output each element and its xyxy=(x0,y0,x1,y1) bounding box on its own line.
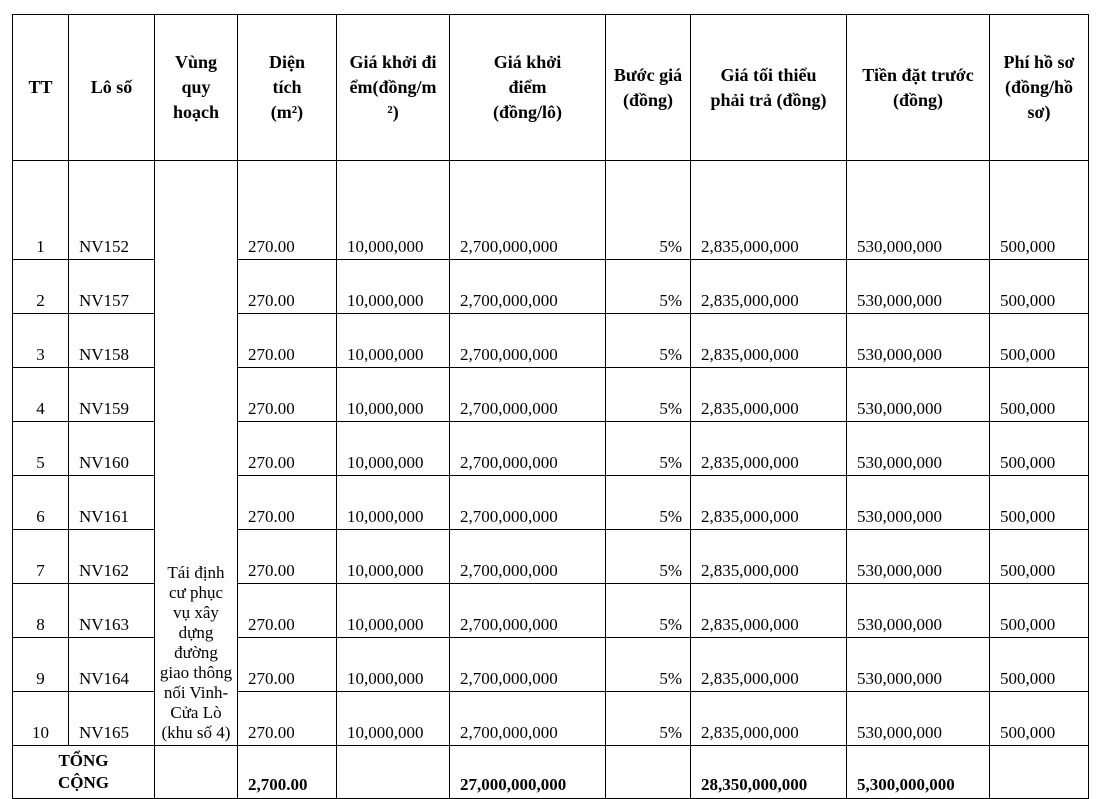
cell-phi-ho-so: 500,000 xyxy=(990,368,1089,422)
cell-lo-so: NV152 xyxy=(69,161,155,260)
cell-tt: 1 xyxy=(13,161,69,260)
cell-lo-so: NV163 xyxy=(69,584,155,638)
cell-tien-dat-truoc: 530,000,000 xyxy=(847,638,990,692)
cell-gia-lo: 2,700,000,000 xyxy=(450,638,606,692)
cell-dien-tich: 270.00 xyxy=(238,314,337,368)
cell-gia-toi-thieu: 2,835,000,000 xyxy=(691,314,847,368)
cell-tt: 3 xyxy=(13,314,69,368)
total-dien-tich: 2,700.00 xyxy=(238,746,337,799)
cell-gia-m2: 10,000,000 xyxy=(337,638,450,692)
total-gia-toi-thieu: 28,350,000,000 xyxy=(691,746,847,799)
header-tt: TT xyxy=(13,15,69,161)
header-gia-khoi-diem-lo: Giá khởi điểm (đồng/lô) xyxy=(450,15,606,161)
cell-tt: 10 xyxy=(13,692,69,746)
cell-gia-lo: 2,700,000,000 xyxy=(450,161,606,260)
cell-lo-so: NV160 xyxy=(69,422,155,476)
cell-gia-lo: 2,700,000,000 xyxy=(450,260,606,314)
cell-tt: 6 xyxy=(13,476,69,530)
cell-buoc-gia: 5% xyxy=(606,530,691,584)
cell-gia-m2: 10,000,000 xyxy=(337,368,450,422)
cell-phi-ho-so: 500,000 xyxy=(990,692,1089,746)
cell-phi-ho-so: 500,000 xyxy=(990,638,1089,692)
header-gia-toi-thieu: Giá tối thiểu phải trả (đồng) xyxy=(691,15,847,161)
cell-buoc-gia: 5% xyxy=(606,584,691,638)
cell-gia-m2: 10,000,000 xyxy=(337,584,450,638)
cell-tt: 4 xyxy=(13,368,69,422)
cell-tien-dat-truoc: 530,000,000 xyxy=(847,584,990,638)
cell-gia-m2: 10,000,000 xyxy=(337,260,450,314)
header-dien-tich: Diện tích (m²) xyxy=(238,15,337,161)
cell-dien-tich: 270.00 xyxy=(238,161,337,260)
cell-phi-ho-so: 500,000 xyxy=(990,260,1089,314)
cell-gia-toi-thieu: 2,835,000,000 xyxy=(691,368,847,422)
cell-tien-dat-truoc: 530,000,000 xyxy=(847,161,990,260)
cell-phi-ho-so: 500,000 xyxy=(990,314,1089,368)
header-lo-so: Lô số xyxy=(69,15,155,161)
cell-lo-so: NV157 xyxy=(69,260,155,314)
total-row xyxy=(13,746,1089,799)
cell-lo-so: NV162 xyxy=(69,530,155,584)
cell-lo-so: NV158 xyxy=(69,314,155,368)
cell-dien-tich: 270.00 xyxy=(238,476,337,530)
cell-dien-tich: 270.00 xyxy=(238,638,337,692)
cell-dien-tich: 270.00 xyxy=(238,422,337,476)
header-phi-ho-so: Phí hồ sơ (đồng/hồ sơ) xyxy=(990,15,1089,161)
cell-vung-quy-hoach: Tái định cư phục vụ xây dựng đường giao thông nối Vinh-Cửa Lò (khu số 4) xyxy=(155,161,238,746)
cell-buoc-gia: 5% xyxy=(606,260,691,314)
cell-lo-so: NV161 xyxy=(69,476,155,530)
cell-phi-ho-so: 500,000 xyxy=(990,422,1089,476)
cell-gia-lo: 2,700,000,000 xyxy=(450,314,606,368)
cell-tien-dat-truoc: 530,000,000 xyxy=(847,368,990,422)
cell-buoc-gia: 5% xyxy=(606,314,691,368)
cell-tt: 8 xyxy=(13,584,69,638)
cell-tt: 7 xyxy=(13,530,69,584)
cell-buoc-gia: 5% xyxy=(606,368,691,422)
total-phi-ho-so-empty xyxy=(990,746,1089,799)
cell-gia-m2: 10,000,000 xyxy=(337,476,450,530)
cell-tien-dat-truoc: 530,000,000 xyxy=(847,314,990,368)
total-gia-m2-empty xyxy=(337,746,450,799)
cell-tien-dat-truoc: 530,000,000 xyxy=(847,422,990,476)
cell-tien-dat-truoc: 530,000,000 xyxy=(847,260,990,314)
cell-gia-toi-thieu: 2,835,000,000 xyxy=(691,692,847,746)
cell-gia-m2: 10,000,000 xyxy=(337,530,450,584)
cell-gia-lo: 2,700,000,000 xyxy=(450,476,606,530)
cell-gia-m2: 10,000,000 xyxy=(337,161,450,260)
total-tien-dat-truoc: 5,300,000,000 xyxy=(847,746,990,799)
cell-dien-tich: 270.00 xyxy=(238,692,337,746)
cell-buoc-gia: 5% xyxy=(606,161,691,260)
header-buoc-gia: Bước giá (đồng) xyxy=(606,15,691,161)
table-header-row xyxy=(13,15,1089,161)
auction-lot-table xyxy=(12,14,1089,799)
cell-gia-lo: 2,700,000,000 xyxy=(450,422,606,476)
cell-buoc-gia: 5% xyxy=(606,422,691,476)
cell-tt: 9 xyxy=(13,638,69,692)
cell-gia-toi-thieu: 2,835,000,000 xyxy=(691,260,847,314)
cell-gia-m2: 10,000,000 xyxy=(337,422,450,476)
cell-gia-lo: 2,700,000,000 xyxy=(450,530,606,584)
cell-gia-toi-thieu: 2,835,000,000 xyxy=(691,422,847,476)
cell-gia-toi-thieu: 2,835,000,000 xyxy=(691,638,847,692)
header-tien-dat-truoc: Tiền đặt trước (đồng) xyxy=(847,15,990,161)
table-row xyxy=(13,161,1089,260)
cell-gia-m2: 10,000,000 xyxy=(337,692,450,746)
cell-dien-tich: 270.00 xyxy=(238,368,337,422)
cell-gia-lo: 2,700,000,000 xyxy=(450,368,606,422)
cell-dien-tich: 270.00 xyxy=(238,584,337,638)
cell-lo-so: NV165 xyxy=(69,692,155,746)
cell-phi-ho-so: 500,000 xyxy=(990,476,1089,530)
cell-gia-lo: 2,700,000,000 xyxy=(450,692,606,746)
cell-tt: 5 xyxy=(13,422,69,476)
cell-phi-ho-so: 500,000 xyxy=(990,530,1089,584)
cell-gia-toi-thieu: 2,835,000,000 xyxy=(691,161,847,260)
cell-dien-tich: 270.00 xyxy=(238,260,337,314)
header-vung-quy-hoach: Vùng quy hoạch xyxy=(155,15,238,161)
cell-buoc-gia: 5% xyxy=(606,476,691,530)
cell-buoc-gia: 5% xyxy=(606,638,691,692)
cell-gia-toi-thieu: 2,835,000,000 xyxy=(691,530,847,584)
cell-gia-m2: 10,000,000 xyxy=(337,314,450,368)
cell-gia-toi-thieu: 2,835,000,000 xyxy=(691,584,847,638)
cell-lo-so: NV159 xyxy=(69,368,155,422)
total-label: TỔNG CỘNG xyxy=(13,746,155,799)
cell-gia-lo: 2,700,000,000 xyxy=(450,584,606,638)
cell-tien-dat-truoc: 530,000,000 xyxy=(847,476,990,530)
cell-tt: 2 xyxy=(13,260,69,314)
cell-tien-dat-truoc: 530,000,000 xyxy=(847,530,990,584)
total-gia-lo: 27,000,000,000 xyxy=(450,746,606,799)
cell-phi-ho-so: 500,000 xyxy=(990,161,1089,260)
total-buoc-gia-empty xyxy=(606,746,691,799)
header-gia-khoi-diem-m2: Giá khởi điểm(đồng/m²) xyxy=(337,15,450,161)
cell-tien-dat-truoc: 530,000,000 xyxy=(847,692,990,746)
cell-phi-ho-so: 500,000 xyxy=(990,584,1089,638)
cell-dien-tich: 270.00 xyxy=(238,530,337,584)
cell-lo-so: NV164 xyxy=(69,638,155,692)
cell-buoc-gia: 5% xyxy=(606,692,691,746)
cell-gia-toi-thieu: 2,835,000,000 xyxy=(691,476,847,530)
total-vung-empty xyxy=(155,746,238,799)
